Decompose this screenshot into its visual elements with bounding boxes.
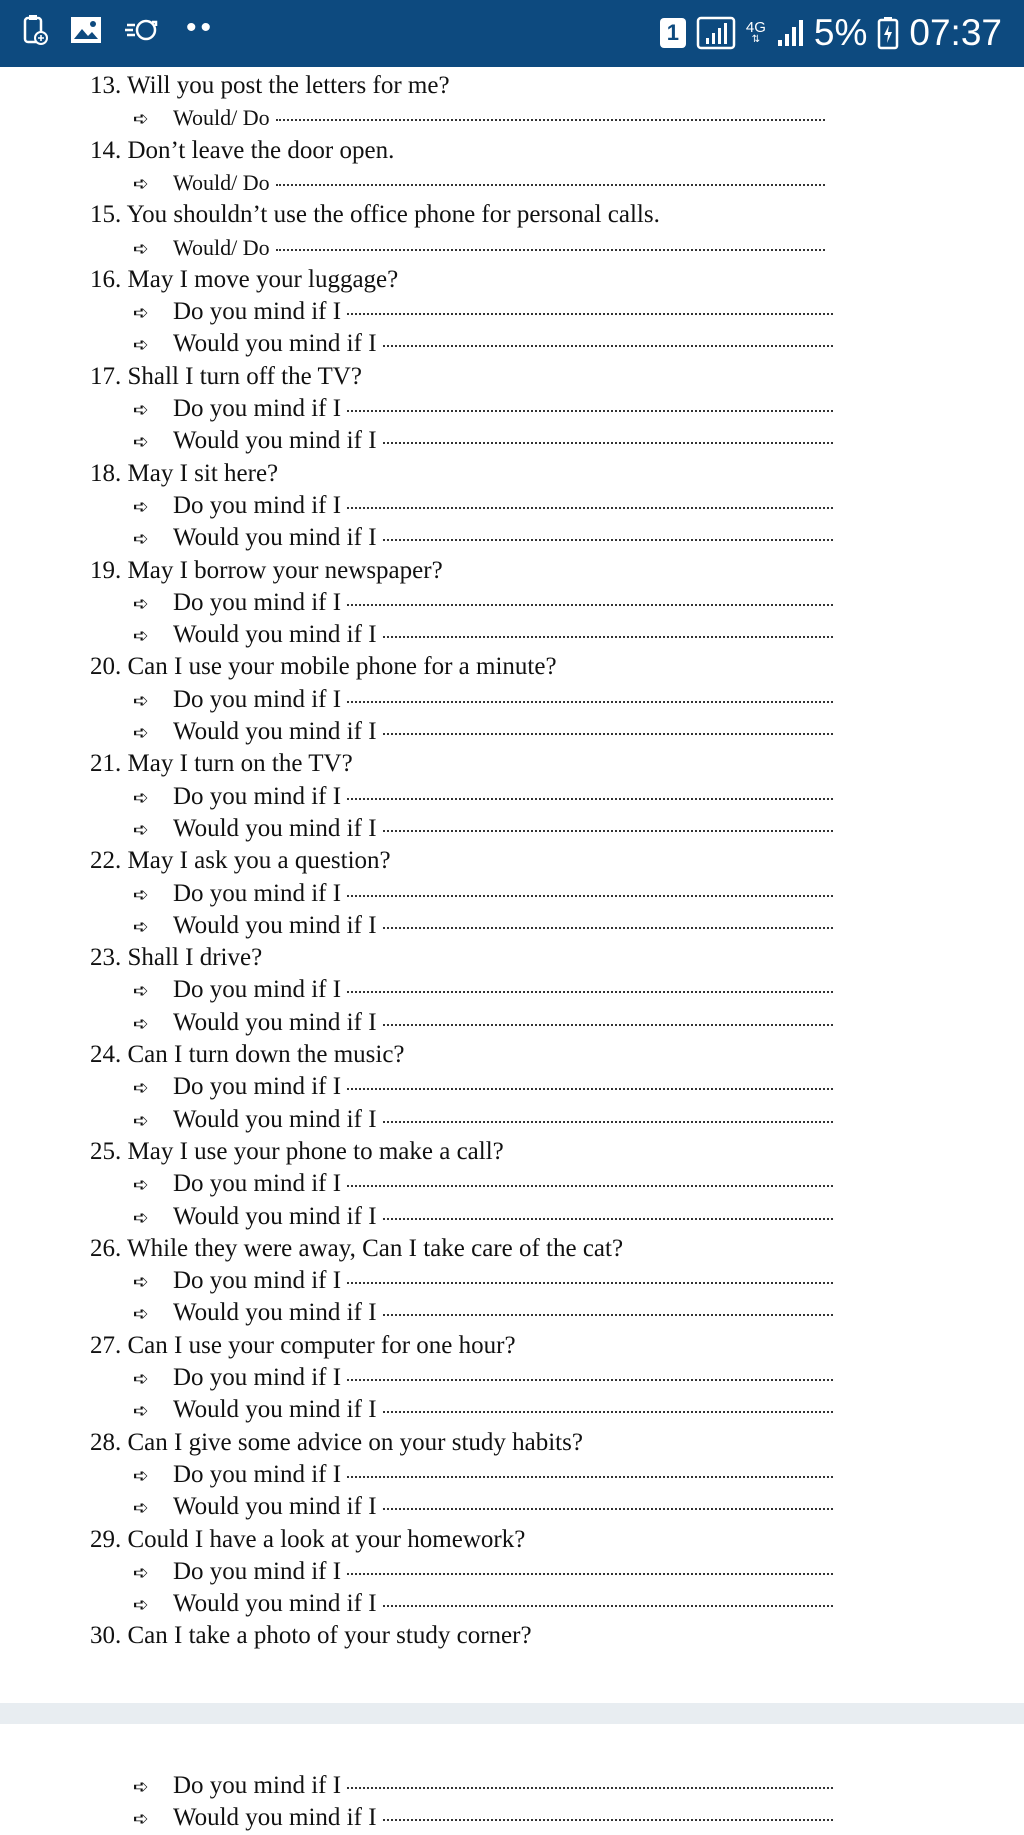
answer-prompt: Do you mind if I <box>173 1073 342 1101</box>
answer-line <box>133 1770 833 1803</box>
arrow-icon: ➪ <box>133 1497 149 1520</box>
arrow-icon: ➪ <box>133 172 149 195</box>
answer-line <box>133 1265 833 1298</box>
answer-line <box>133 296 833 329</box>
overflow-dots: •• <box>186 11 216 44</box>
arrow-icon: ➪ <box>133 1012 149 1035</box>
sim-signal-icon <box>696 16 736 50</box>
battery-icon <box>877 16 899 50</box>
arrow-icon: ➪ <box>133 915 149 938</box>
answer-blank[interactable] <box>383 635 833 638</box>
arrow-icon: ➪ <box>133 334 149 357</box>
arrow-icon: ➪ <box>133 1271 149 1294</box>
arrow-icon: ➪ <box>133 431 149 454</box>
answer-line <box>133 1491 833 1524</box>
answer-prompt: Would you mind if I <box>173 1202 377 1230</box>
network-type-label: 4G <box>745 19 766 36</box>
answer-blank[interactable] <box>383 1604 833 1607</box>
answer-line <box>133 328 833 361</box>
question-text: 23. Shall I drive? <box>90 944 263 972</box>
answer-blank[interactable] <box>383 344 833 347</box>
answer-blank[interactable] <box>347 1475 833 1478</box>
answer-prompt: Would/ Do <box>173 169 270 195</box>
arrow-icon: ➪ <box>133 1109 149 1132</box>
image-icon <box>70 16 102 44</box>
arrow-icon: ➪ <box>133 625 149 648</box>
answer-prompt: Do you mind if I <box>173 1170 342 1198</box>
answer-prompt: Do you mind if I <box>173 1772 342 1799</box>
arrow-icon: ➪ <box>133 237 149 260</box>
arrow-icon: ➪ <box>133 1206 149 1229</box>
sim-slot-badge: 1 <box>660 18 686 48</box>
answer-prompt: Do you mind if I <box>173 1460 342 1488</box>
answer-prompt: Would you mind if I <box>173 1008 377 1036</box>
answer-prompt: Would you mind if I <box>173 814 377 842</box>
answer-prompt: Do you mind if I <box>173 1364 342 1391</box>
answer-prompt: Would you mind if I <box>173 718 377 745</box>
answer-blank[interactable] <box>383 1023 833 1026</box>
arrow-icon: ➪ <box>133 1561 149 1584</box>
answer-line <box>133 1168 833 1201</box>
arrow-icon: ➪ <box>133 1368 149 1390</box>
answer-line <box>133 102 825 135</box>
status-bar <box>0 0 1024 67</box>
clock: 07:37 <box>909 12 1002 53</box>
arrow-icon: ➪ <box>133 1303 149 1326</box>
arrow-icon: ➪ <box>133 722 149 744</box>
answer-line <box>133 393 833 426</box>
answer-line <box>133 1394 833 1427</box>
answer-prompt: Do you mind if I <box>173 1557 342 1585</box>
question-text: 24. Can I turn down the music? <box>90 1041 405 1068</box>
arrow-icon: ➪ <box>133 528 149 551</box>
answer-line <box>133 490 833 523</box>
answer-prompt: Would/ Do <box>173 105 270 131</box>
question-text: 22. May I ask you a question? <box>90 847 391 875</box>
answer-prompt: Would you mind if I <box>173 621 377 649</box>
answer-blank[interactable] <box>383 829 833 832</box>
answer-blank[interactable] <box>383 1410 833 1413</box>
answer-blank[interactable] <box>276 118 825 121</box>
answer-prompt: Would you mind if I <box>173 1590 377 1618</box>
answer-blank[interactable] <box>347 797 833 800</box>
arrow-icon: ➪ <box>133 1464 149 1487</box>
answer-blank[interactable] <box>347 1572 833 1575</box>
arrow-icon: ➪ <box>133 302 149 325</box>
arrow-icon: ➪ <box>133 1174 149 1197</box>
answer-blank[interactable] <box>276 183 825 186</box>
arrow-icon: ➪ <box>133 592 149 615</box>
answer-prompt: Would you mind if I <box>173 1396 377 1424</box>
answer-line <box>133 813 833 846</box>
question-text: 27. Can I use your computer for one hour? <box>90 1331 516 1359</box>
arrow-icon: ➪ <box>133 1077 149 1100</box>
answer-blank[interactable] <box>347 700 833 703</box>
answer-line <box>133 1802 833 1835</box>
answer-prompt: Would you mind if I <box>173 1299 377 1327</box>
answer-blank[interactable] <box>383 1217 833 1220</box>
answer-prompt: Do you mind if I <box>173 782 342 810</box>
arrow-icon: ➪ <box>133 108 149 131</box>
answer-line <box>133 619 833 652</box>
answer-line <box>133 716 833 749</box>
answer-line <box>133 1459 833 1492</box>
question-text: 29. Could I have a look at your homework? <box>90 1525 526 1553</box>
answer-line <box>133 1007 833 1040</box>
answer-line <box>133 425 833 458</box>
arrow-icon: ➪ <box>133 883 149 906</box>
answer-blank[interactable] <box>347 603 833 606</box>
answer-blank[interactable] <box>276 248 825 251</box>
arrow-icon: ➪ <box>133 980 149 1003</box>
answer-prompt: Do you mind if I <box>173 395 342 422</box>
answer-line <box>133 910 833 943</box>
arrow-icon: ➪ <box>133 786 149 809</box>
answer-line <box>133 522 833 555</box>
answer-blank[interactable] <box>347 312 833 315</box>
answer-blank[interactable] <box>347 990 833 993</box>
question-text: 21. May I turn on the TV? <box>90 750 353 778</box>
answer-blank[interactable] <box>383 538 833 541</box>
arrow-icon: ➪ <box>133 495 149 518</box>
answer-blank[interactable] <box>347 1281 833 1284</box>
answer-prompt: Do you mind if I <box>173 298 342 326</box>
answer-blank[interactable] <box>347 1087 833 1090</box>
question-text: 17. Shall I turn off the TV? <box>90 362 362 390</box>
answer-line <box>133 1297 833 1330</box>
answer-blank[interactable] <box>383 441 833 444</box>
answer-line <box>133 974 833 1007</box>
answer-blank[interactable] <box>383 732 833 735</box>
status-bar-left <box>22 11 216 46</box>
answer-blank[interactable] <box>383 926 833 929</box>
answer-prompt: Would you mind if I <box>173 1105 377 1133</box>
answer-line <box>133 1071 833 1104</box>
answer-line <box>133 167 825 200</box>
answer-line <box>133 232 825 265</box>
answer-line <box>133 1588 833 1621</box>
data-arrows-icon: ⇅ <box>751 34 761 45</box>
arrow-icon: ➪ <box>133 1594 149 1617</box>
answer-blank[interactable] <box>347 1184 833 1187</box>
page-break <box>0 1703 1024 1724</box>
answer-prompt: Would you mind if I <box>173 427 377 455</box>
answer-blank[interactable] <box>383 1120 833 1123</box>
answer-prompt: Would you mind if I <box>173 330 377 358</box>
answer-prompt: Do you mind if I <box>173 588 342 616</box>
answer-prompt: Do you mind if I <box>173 879 342 907</box>
arrow-icon: ➪ <box>133 1776 149 1798</box>
answer-line <box>133 684 833 717</box>
answer-blank[interactable] <box>347 1378 833 1381</box>
arrow-icon: ➪ <box>133 689 149 712</box>
answer-prompt: Would you mind if I <box>173 1493 377 1521</box>
question-text: 15. You shouldn’t use the office phone for personal calls. <box>90 201 660 229</box>
usb-debug-icon <box>22 14 48 46</box>
answer-blank[interactable] <box>383 1313 833 1316</box>
status-bar-right <box>660 10 1002 56</box>
answer-prompt: Would you mind if I <box>173 1804 377 1832</box>
signal-icon <box>776 18 804 48</box>
arrow-icon: ➪ <box>133 1400 149 1423</box>
arrow-icon: ➪ <box>133 399 149 421</box>
answer-blank[interactable] <box>347 409 833 412</box>
question-text: 25. May I use your phone to make a call? <box>90 1137 504 1165</box>
answer-blank[interactable] <box>347 506 833 509</box>
answer-line <box>133 1556 833 1589</box>
answer-prompt: Would you mind if I <box>173 524 377 552</box>
question-text: 13. Will you post the letters for me? <box>90 72 450 99</box>
arrow-icon: ➪ <box>133 818 149 841</box>
answer-line <box>133 1362 833 1395</box>
battery-percent: 5% <box>813 12 868 53</box>
answer-line <box>133 1104 833 1137</box>
question-text: 30. Can I take a photo of your study corner? <box>90 1622 532 1650</box>
answer-prompt: Would/ Do <box>173 234 270 260</box>
question-text: 16. May I move your luggage? <box>90 265 399 293</box>
answer-line <box>133 878 833 911</box>
network-type <box>746 21 766 45</box>
answer-blank[interactable] <box>383 1507 833 1510</box>
answer-prompt: Would you mind if I <box>173 911 377 939</box>
question-text: 14. Don’t leave the door open. <box>90 136 395 164</box>
sync-icon <box>124 15 164 45</box>
answer-prompt: Do you mind if I <box>173 1267 342 1295</box>
answer-line <box>133 1201 833 1234</box>
question-text: 19. May I borrow your newspaper? <box>90 556 443 584</box>
answer-line <box>133 781 833 814</box>
question-text: 20. Can I use your mobile phone for a minute? <box>90 653 557 681</box>
question-text: 18. May I sit here? <box>90 459 279 487</box>
answer-blank[interactable] <box>347 1786 833 1789</box>
answer-prompt: Do you mind if I <box>173 976 342 1004</box>
answer-prompt: Do you mind if I <box>173 491 342 519</box>
question-text: 28. Can I give some advice on your study habits? <box>90 1428 583 1456</box>
arrow-icon: ➪ <box>133 1808 149 1831</box>
question-text: 26. While they were away, Can I take care of the cat? <box>90 1234 624 1262</box>
answer-blank[interactable] <box>347 894 833 897</box>
answer-line <box>133 587 833 620</box>
answer-prompt: Do you mind if I <box>173 685 342 713</box>
